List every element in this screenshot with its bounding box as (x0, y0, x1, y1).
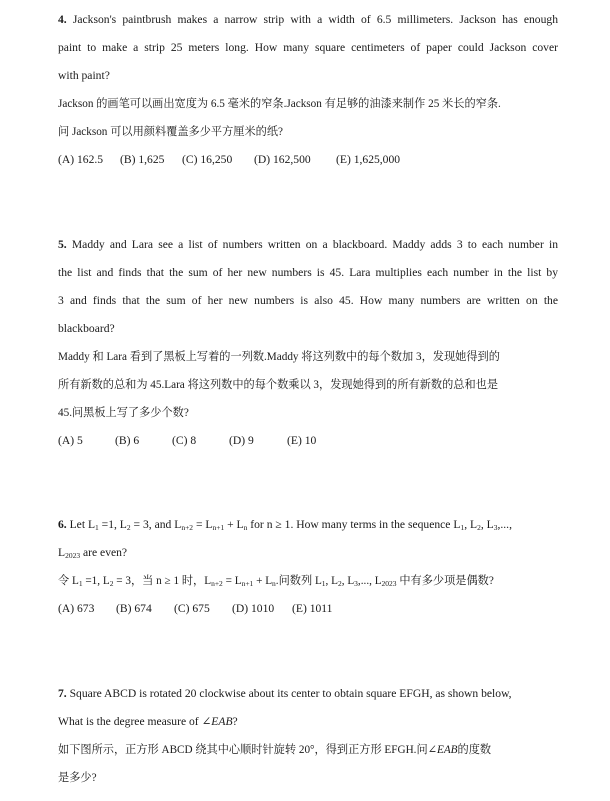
choice-e: (E) 10 (287, 434, 317, 447)
choice-c: (C) 675 (174, 602, 210, 615)
problem-4-line-3: with paint? (58, 69, 110, 82)
problem-7-line-2: What is the degree measure of ∠EAB? (58, 715, 238, 728)
problem-5-line-3: 3 and finds that the sum of her new numbers is also 45. How many numbers are written on the (58, 294, 558, 307)
problem-6-cn-line-1: 令 $L_1 =1$, $L_2 = 3$，当 n ≥ 1 时，$L_{n+2} = L_{n+1} + L_n$.问数列 $L_1$, $L_2$, $L_3$,..., $L_{2023}$ 中有多少项是偶数? (58, 575, 494, 588)
problem-5-number: 5. (58, 238, 67, 251)
problem-6-line-2: $L_{2023}$ are even? (58, 546, 128, 560)
choice-b: (B) 6 (115, 434, 140, 447)
choice-d: (D) 9 (229, 434, 254, 447)
choice-b: (B) 1,625 (120, 153, 165, 166)
problem-5-cn-line-2: 所有新数的总和为 45.Lara 将这列数中的每个数乘以 3，发现她得到的所有新数的总和也是 (58, 379, 499, 391)
problem-7-cn-line-1: 如下图所示，正方形 ABCD 绕其中心顺时针旋转 20°，得到正方形 EFGH.问∠EAB的度数 (58, 744, 492, 756)
problem-5-cn-line-1: Maddy 和 Lara 看到了黑板上写着的一列数.Maddy 将这列数中的每个数加 3，发现她得到的 (58, 351, 500, 363)
problem-7-cn-line-2: 是多少? (58, 772, 97, 784)
choice-a: (A) 673 (58, 602, 95, 615)
problem-4-choices (58, 153, 558, 167)
choice-b: (B) 674 (116, 602, 152, 615)
problem-4-number: 4. (58, 13, 67, 26)
choice-d: (D) 162,500 (254, 153, 311, 166)
choice-d: (D) 1010 (232, 602, 275, 615)
problem-6-line-1: 6. Let $L_1 =1$, $L_2 = 3$, and $L_{n+2} = L_{n+1} + L_n$ for n ≥ 1. How many terms in the sequence $L_1$, $L_2$, $L_3$,..., (58, 518, 512, 532)
problem-7-number: 7. (58, 687, 67, 700)
choice-a: (A) 162.5 (58, 153, 104, 166)
problem-4-line-1: 4. Jackson's paintbrush makes a narrow strip with a width of 6.5 millimeters. Jackson has enough (58, 13, 558, 26)
problem-4-cn-line-1: Jackson 的画笔可以画出宽度为 6.5 毫米的窄条.Jackson 有足够的油漆来制作 25 米长的窄条. (58, 98, 501, 110)
problem-5-choices (58, 434, 558, 448)
choice-a: (A) 5 (58, 434, 83, 447)
problem-5-cn-line-3: 45.问黑板上写了多少个数? (58, 407, 189, 419)
problem-5-line-2: the list and finds that the sum of her new numbers is 45. Lara multiplies each number in the list by (58, 266, 558, 279)
choice-e: (E) 1,625,000 (336, 153, 401, 166)
choice-e: (E) 1011 (292, 602, 333, 615)
choice-c: (C) 16,250 (182, 153, 233, 166)
problem-6-number: 6. (58, 518, 67, 531)
choice-c: (C) 8 (172, 434, 197, 447)
problem-4-cn-line-2: 问 Jackson 可以用颜料覆盖多少平方厘米的纸? (58, 126, 283, 138)
problem-5-line-1: 5. Maddy and Lara see a list of numbers written on a blackboard. Maddy adds 3 to each number in (58, 238, 558, 251)
problem-6-choices (58, 602, 558, 616)
problem-5-line-4: blackboard? (58, 322, 115, 335)
problem-4-line-2: paint to make a strip 25 meters long. How many square centimeters of paper could Jackson cover (58, 41, 558, 54)
problem-7-line-1: 7. Square ABCD is rotated 20 clockwise about its center to obtain square EFGH, as shown below, (58, 687, 512, 700)
